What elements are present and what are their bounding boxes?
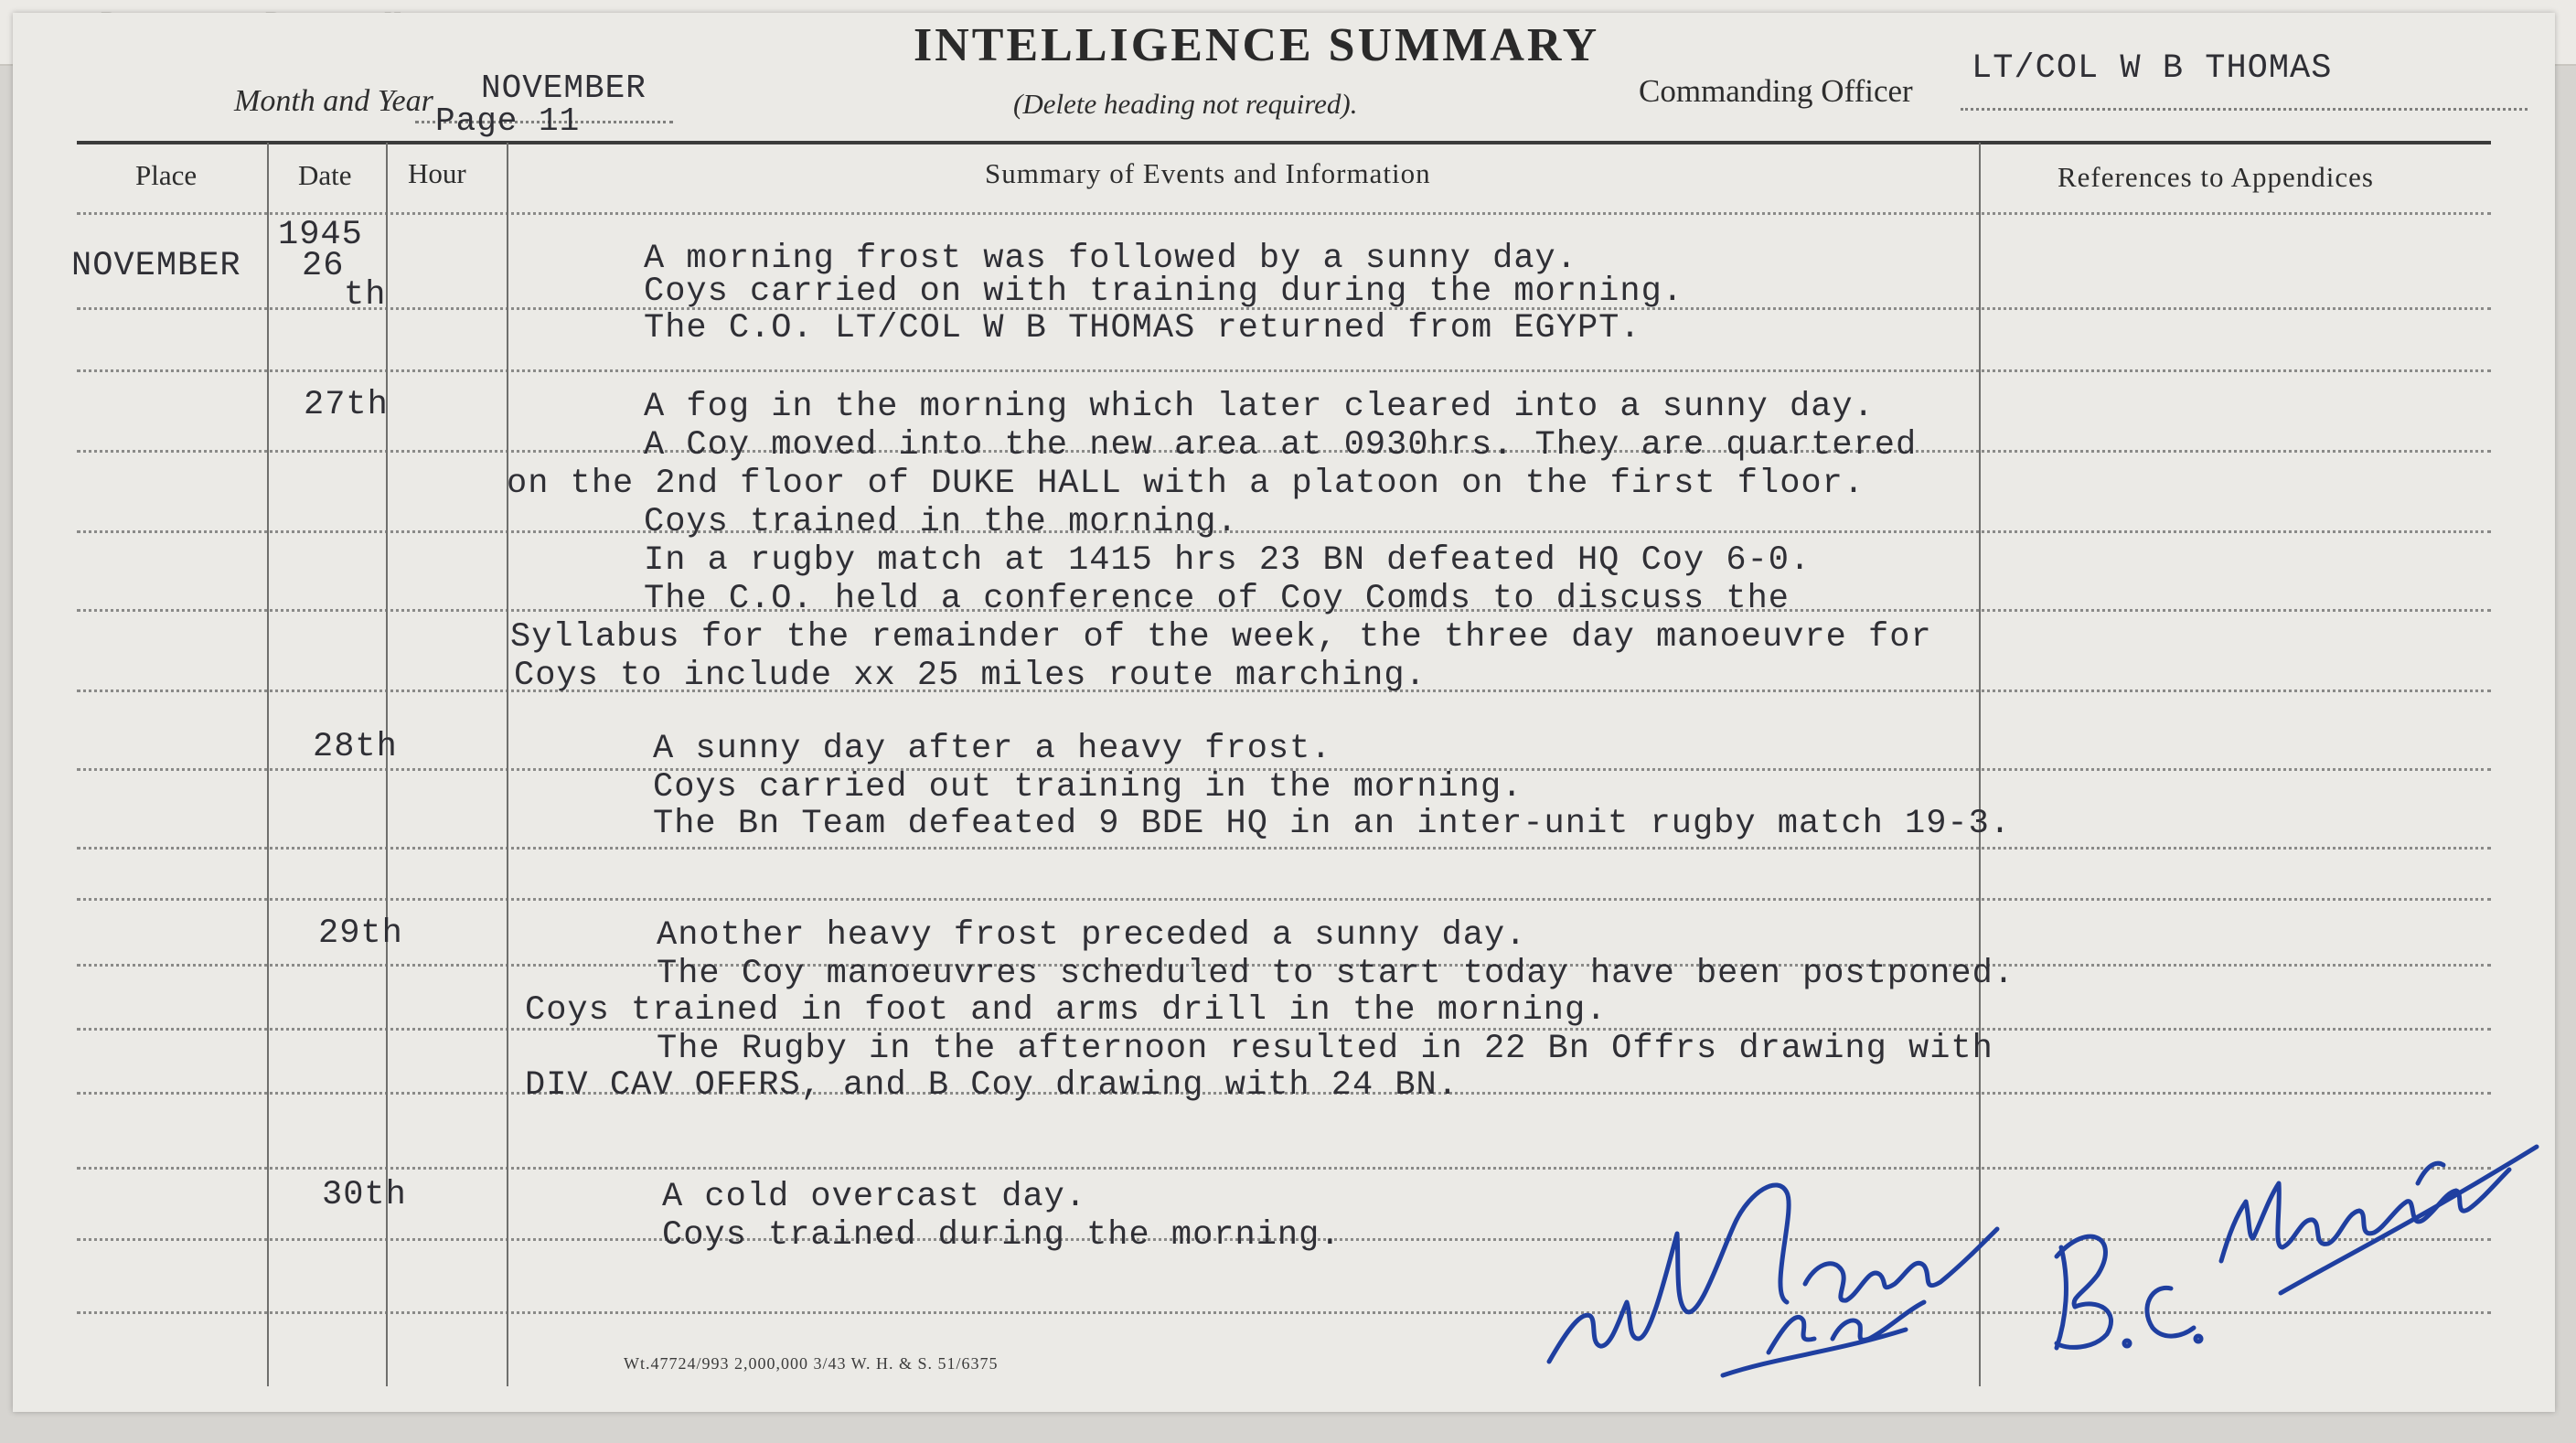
form-print-code: Wt.47724/993 2,000,000 3/43 W. H. & S. 51/6375 (624, 1354, 999, 1373)
diary-line: A Coy moved into the new area at 0930hrs. They are quartered (644, 426, 1918, 465)
ruled-line (77, 847, 2491, 850)
commanding-officer-label: Commanding Officer (1639, 73, 1913, 109)
date-cell: 28th (313, 728, 398, 766)
commanding-officer-value: LT/COL W B THOMAS (1972, 49, 2333, 88)
date-cell: 26 (302, 247, 345, 285)
diary-line: A sunny day after a heavy frost. (653, 730, 1332, 768)
date-suffix: th (344, 276, 387, 315)
diary-line: Coys to include xx 25 miles route marching. (514, 657, 1427, 695)
month-year-label: Month and Year (234, 84, 433, 118)
column-header-place: Place (135, 159, 198, 191)
diary-line: A morning frost was followed by a sunny day. (644, 240, 1577, 278)
column-rule-place (267, 143, 269, 1386)
place-cell: NOVEMBER (71, 247, 241, 285)
diary-line: The Bn Team defeated 9 BDE HQ in an inter-unit rugby match 19-3. (653, 805, 2012, 843)
column-header-hour: Hour (408, 157, 466, 189)
diary-line: on the 2nd floor of DUKE HALL with a platoon on the first floor. (507, 465, 1865, 503)
co-dotted-line (1961, 108, 2528, 111)
form-title: INTELLIGENCE SUMMARY (914, 19, 1600, 71)
year-cell: 1945 (278, 216, 363, 254)
column-rule-hour (507, 143, 508, 1386)
diary-line: DIV CAV OFFRS, and B Coy drawing with 24 BN. (525, 1066, 1459, 1105)
diary-line: Coys trained in the morning. (644, 503, 1238, 541)
diary-line: The C.O. held a conference of Coy Comds to discuss the (644, 580, 1790, 618)
diary-line: Syllabus for the remainder of the week, the three day manoeuvre for (510, 618, 1932, 657)
commanding-officer-signature (1540, 1156, 2034, 1375)
diary-line: A cold overcast day. (662, 1178, 1087, 1216)
diary-line: The Coy manoeuvres scheduled to start today have been postponed. (657, 955, 2015, 993)
diary-line: Another heavy frost preceded a sunny day. (657, 916, 1527, 955)
delete-note: (Delete heading not required). (1013, 88, 1358, 120)
column-header-date: Date (298, 159, 352, 191)
diary-line: Coys carried on with training during the morning. (644, 273, 1683, 311)
diary-line: A fog in the morning which later cleared into a sunny day. (644, 388, 1875, 426)
diary-line: Coys trained in foot and arms drill in the morning. (525, 991, 1608, 1030)
adjutant-signature (2034, 1110, 2546, 1366)
diary-line: The C.O. LT/COL W B THOMAS returned from EGYPT. (644, 309, 1641, 347)
war-diary-page (13, 13, 2555, 1412)
date-cell: 29th (318, 914, 403, 953)
diary-line: Coys trained during the morning. (662, 1216, 1341, 1255)
ruled-line (77, 530, 2491, 533)
date-cell: 30th (322, 1176, 407, 1214)
diary-line: The Rugby in the afternoon resulted in 22 Bn Offrs drawing with (657, 1030, 1993, 1068)
date-cell: 27th (304, 386, 389, 424)
ruled-line (77, 369, 2491, 372)
month-year-value: NOVEMBER (481, 69, 647, 107)
page-number: Page 11 (435, 102, 581, 140)
diary-line: Coys carried out training in the morning. (653, 768, 1523, 807)
column-header-rule (77, 212, 2491, 215)
ruled-line (77, 898, 2491, 901)
header-rule (77, 141, 2491, 144)
column-header-summary: Summary of Events and Information (985, 157, 1431, 189)
column-header-references: References to Appendices (2058, 161, 2374, 193)
diary-line: In a rugby match at 1415 hrs 23 BN defeated HQ Coy 6-0. (644, 541, 1812, 580)
